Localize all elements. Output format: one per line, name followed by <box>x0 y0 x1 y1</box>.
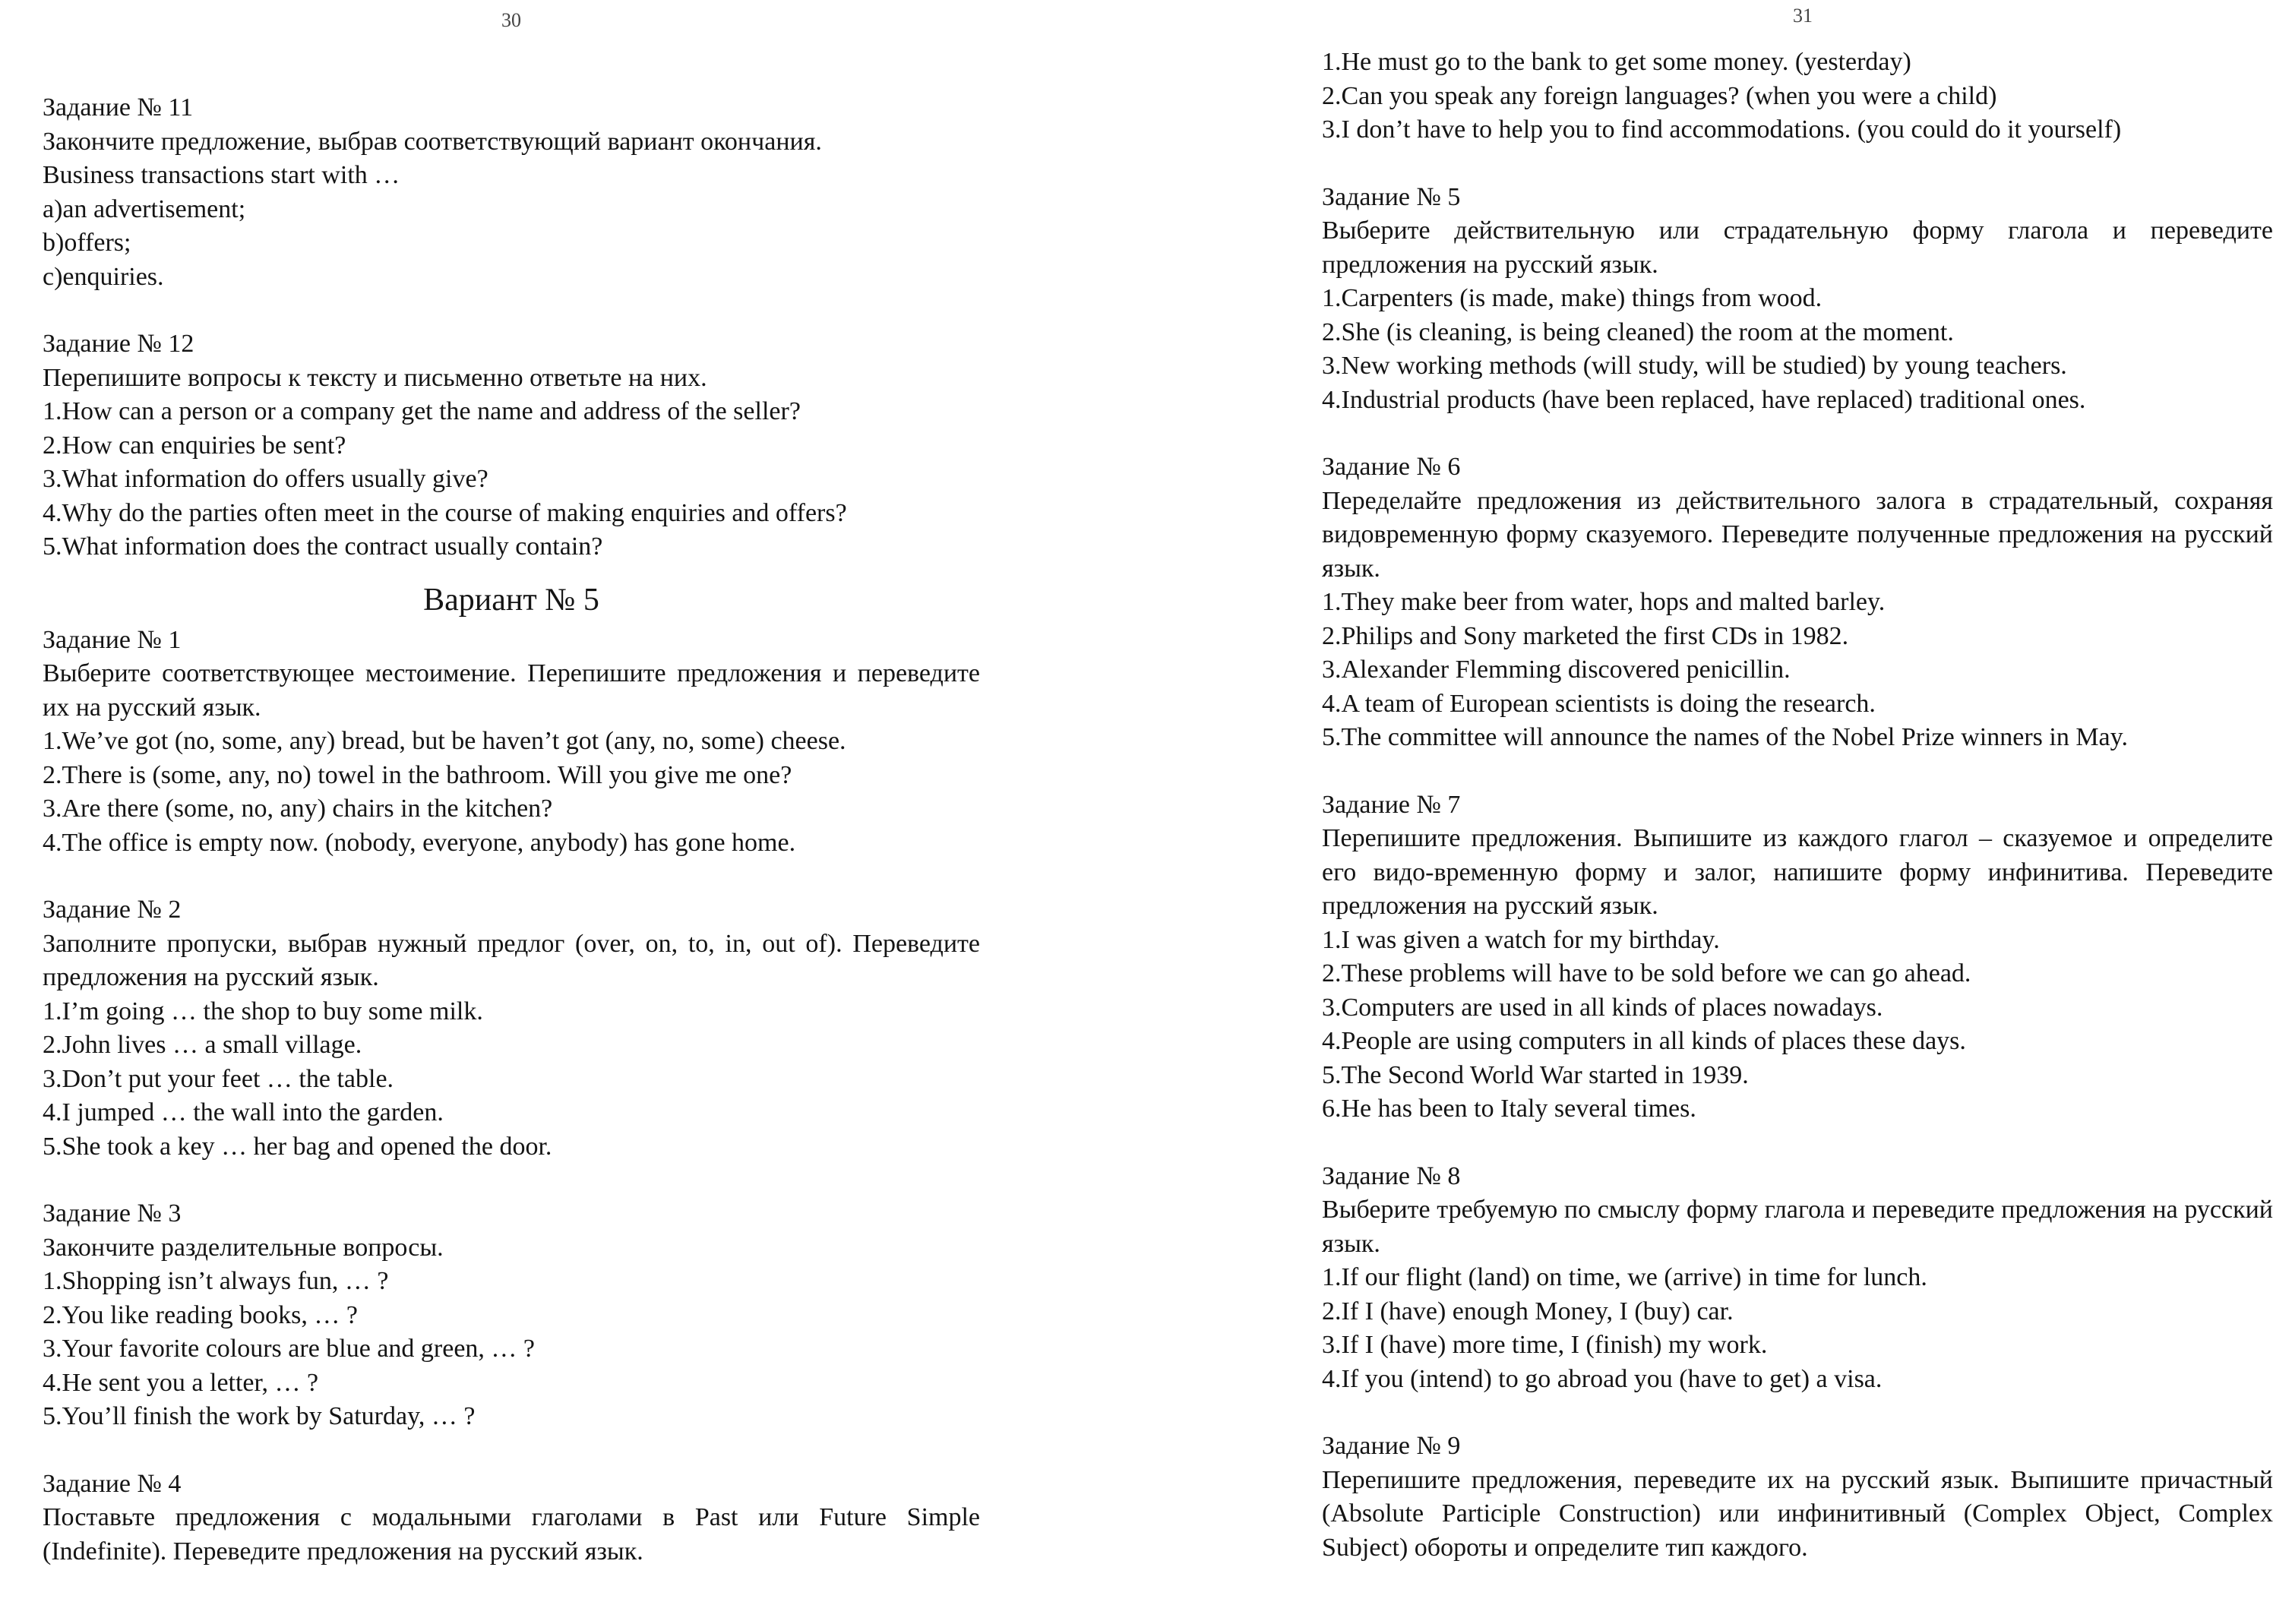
task-section <box>43 1197 980 1434</box>
task-item: 4.A team of European scientists is doing the research. <box>1322 689 1876 718</box>
page-number: 31 <box>1793 5 1813 27</box>
task-instruction: Перепишите предложения. Выпишите из каждого глагол – сказуемое и определите его видо-временную форму и залог, напишите форму инфинитива. Переведите предложения на русский язык. <box>1322 824 2273 920</box>
task-item: 2.These problems will have to be sold before we can go ahead. <box>1322 959 1971 987</box>
task-item: 2.Can you speak any foreign languages? (when you were a child) <box>1322 81 1997 110</box>
task-item: 2.Philips and Sony marketed the first CDs in 1982. <box>1322 621 1849 650</box>
left-page <box>0 0 1003 1624</box>
task-instruction: Выберите действительную или страдательную форму глагола и переведите предложения на русский язык. <box>1322 216 2273 279</box>
task-item: 4.I jumped … the wall into the garden. <box>43 1098 444 1126</box>
task-item: Business transactions start with … <box>43 161 400 189</box>
task-instruction: Заполните пропуски, выбрав нужный предлог (over, on, to, in, out of). Переведите предложения на русский язык. <box>43 929 980 991</box>
task-item: 1.I was given a watch for my birthday. <box>1322 925 1720 954</box>
task-instruction: Перепишите вопросы к тексту и письменно ответьте на них. <box>43 363 707 392</box>
task-item: 1.We’ve got (no, some, any) bread, but be haven’t got (any, no, some) cheese. <box>43 727 846 755</box>
task-item: 5.The committee will announce the names of the Nobel Prize winners in May. <box>1322 723 2128 751</box>
task-section <box>43 327 980 564</box>
task-section <box>1322 181 2273 418</box>
task-item: 1.How can a person or a company get the name and address of the seller? <box>43 397 801 425</box>
task-heading: Задание № 3 <box>43 1199 182 1227</box>
right-page <box>1291 0 2273 1624</box>
page-number: 30 <box>501 9 521 31</box>
task-item: 1.They make beer from water, hops and malted barley. <box>1322 588 1886 616</box>
task-item: 3.Alexander Flemming discovered penicillin. <box>1322 656 1791 684</box>
task-heading: Задание № 9 <box>1322 1432 1461 1460</box>
task-instruction: Выберите соответствующее местоимение. Перепишите предложения и переведите их на русский язык. <box>43 659 980 722</box>
task-item: 3.What information do offers usually give? <box>43 465 488 493</box>
task-heading: Задание № 11 <box>43 93 194 122</box>
task-section <box>43 91 980 294</box>
task-instruction: Переделайте предложения из действительного залога в страдательный, сохраняя видовременную форму сказуемого. Переведите полученные предложения на русский язык. <box>1322 486 2273 583</box>
task-continuation <box>1322 46 2273 147</box>
task-item: 2.You like reading books, … ? <box>43 1300 358 1329</box>
task-item: 5.She took a key … her bag and opened the door. <box>43 1132 552 1161</box>
task-item: 1.Carpenters (is made, make) things from wood. <box>1322 284 1823 312</box>
task-item: 4.People are using computers in all kinds of places these days. <box>1322 1027 1966 1055</box>
task-heading: Задание № 6 <box>1322 453 1461 481</box>
task-item: 4.Why do the parties often meet in the course of making enquiries and offers? <box>43 498 847 527</box>
task-heading: Задание № 1 <box>43 625 182 654</box>
task-item: 3.Computers are used in all kinds of places nowadays. <box>1322 993 1883 1022</box>
task-item: 2.There is (some, any, no) towel in the bathroom. Will you give me one? <box>43 760 792 789</box>
task-heading: Задание № 5 <box>1322 182 1461 211</box>
task-item: 1.Shopping isn’t always fun, … ? <box>43 1267 389 1295</box>
task-item: a)an advertisement; <box>43 194 246 223</box>
task-item: 4.The office is empty now. (nobody, everyone, anybody) has gone home. <box>43 828 796 857</box>
task-instruction: Поставьте предложения с модальными глаголами в Past или Future Simple (Indefinite). Переведите предложения на русский язык. <box>43 1503 980 1566</box>
task-heading: Задание № 12 <box>43 330 194 358</box>
task-section <box>1322 1160 2273 1397</box>
task-item: 1.If our flight (land) on time, we (arrive) in time for lunch. <box>1322 1263 1927 1291</box>
task-heading: Задание № 8 <box>1322 1161 1461 1190</box>
task-heading: Задание № 2 <box>43 896 182 924</box>
task-item: 3.New working methods (will study, will be studied) by young teachers. <box>1322 352 2067 380</box>
task-section <box>43 1468 980 1569</box>
task-instruction: Перепишите предложения, переведите их на русский язык. Выпишите причастный (Absolute Participle Construction) или инфинитивный (Complex Object, Complex Subject) обороты и определите тип каждого. <box>1322 1465 2273 1562</box>
task-section <box>43 893 980 1164</box>
task-section <box>43 624 980 861</box>
task-section <box>1322 1430 2273 1565</box>
task-item: c)enquiries. <box>43 262 164 291</box>
task-section <box>1322 788 2273 1126</box>
task-item: b)offers; <box>43 229 131 257</box>
task-item: 1.I’m going … the shop to buy some milk. <box>43 997 483 1025</box>
task-instruction: Закончите предложение, выбрав соответствующий вариант окончания. <box>43 127 822 156</box>
task-item: 2.John lives … a small village. <box>43 1031 362 1059</box>
task-item: 3.Are there (some, no, any) chairs in the kitchen? <box>43 795 553 823</box>
task-instruction: Выберите требуемую по смыслу форму глагола и переведите предложения на русский язык. <box>1322 1196 2273 1258</box>
task-item: 5.What information does the contract usually contain? <box>43 532 603 561</box>
task-instruction: Закончите разделительные вопросы. <box>43 1233 444 1262</box>
task-item: 1.He must go to the bank to get some money. (yesterday) <box>1322 48 1911 76</box>
task-item: 5.The Second World War started in 1939. <box>1322 1060 1749 1089</box>
task-section <box>1322 450 2273 755</box>
task-item: 5.You’ll finish the work by Saturday, … ? <box>43 1402 476 1430</box>
task-item: 2.How can enquiries be sent? <box>43 431 346 460</box>
task-heading: Задание № 4 <box>43 1469 182 1498</box>
task-heading: Задание № 7 <box>1322 790 1461 819</box>
task-item: 2.She (is cleaning, is being cleaned) the room at the moment. <box>1322 318 1954 346</box>
task-item: 3.If I (have) more time, I (finish) my work. <box>1322 1331 1768 1359</box>
task-item: 2.If I (have) enough Money, I (buy) car. <box>1322 1297 1734 1325</box>
task-item: 3.Don’t put your feet … the table. <box>43 1064 394 1093</box>
task-item: 3.Your favorite colours are blue and green, … ? <box>43 1335 536 1363</box>
task-item: 3.I don’t have to help you to find accommodations. (you could do it yourself) <box>1322 115 2122 144</box>
task-item: 4.If you (intend) to go abroad you (have to get) a visa. <box>1322 1364 1883 1393</box>
task-item: 4.Industrial products (have been replaced, have replaced) traditional ones. <box>1322 385 2086 414</box>
task-item: 4.He sent you a letter, … ? <box>43 1368 319 1397</box>
task-item: 6.He has been to Italy several times. <box>1322 1095 1696 1123</box>
variant-title: Вариант № 5 <box>423 582 599 618</box>
